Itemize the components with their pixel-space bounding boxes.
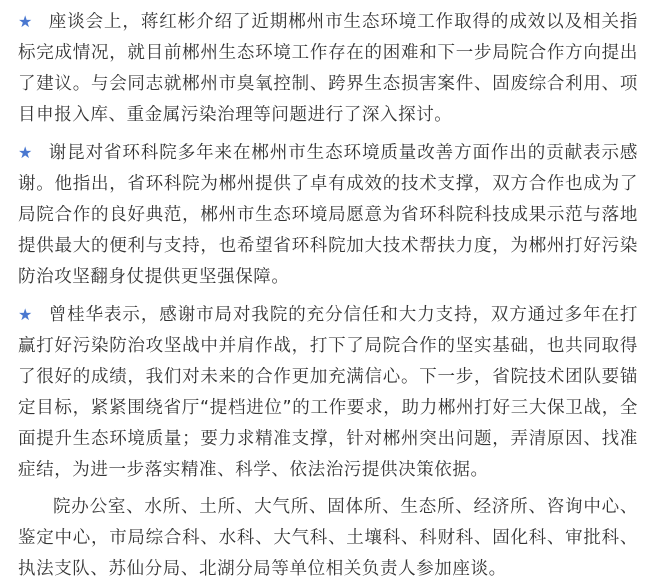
paragraph-text: 曾桂华表示，感谢市局对我院的充分信任和大力支持，双方通过多年在打赢打好污染防治攻坚战中并肩作战，打下了局院合作的坚实基础，也共同取得了很好的成绩，我们对未来的合作更加充满信心。下一步，省院技术团队要锚定目标，紧紧围绕省厅“提档进位”的工作要求，助力郴州打好三大保卫战，全面提升生态环境质量；要力求精准支撑，针对郴州突出问题，弄清原因、找准症结，为进一步落实精准、科学、依法治污提供决策依据。 (18, 305, 638, 480)
star-bullet-icon: ★ (18, 143, 33, 162)
star-bullet-icon: ★ (18, 305, 33, 324)
paragraph-1 (18, 6, 638, 131)
paragraph-2 (18, 137, 638, 293)
star-bullet-icon: ★ (18, 12, 33, 31)
paragraph-3 (18, 299, 638, 486)
paragraph-text: 座谈会上，蒋红彬介绍了近期郴州市生态环境工作取得的成效以及相关指标完成情况，就目前郴州生态环境工作存在的困难和下一步局院合作方向提出了建议。与会同志就郴州市臭氧控制、跨界生态损害案件、固废综合利用、项目申报入库、重金属污染治理等问题进行了深入探讨。 (18, 12, 638, 125)
closing-paragraph: 院办公室、水所、土所、大气所、固体所、生态所、经济所、咨询中心、鉴定中心，市局综合科、水科、大气科、土壤科、科财科、固化科、审批科、执法支队、苏仙分局、北湖分局等单位相关负责人参加座谈。 (18, 497, 638, 579)
paragraph-text: 谢昆对省环科院多年来在郴州市生态环境质量改善方面作出的贡献表示感谢。他指出，省环科院为郴州提供了卓有成效的技术支撑，双方合作也成为了局院合作的良好典范，郴州市生态环境局愿意为省环科院科技成果示范与落地提供最大的便利与支持，也希望省环科院加大技术帮扶力度，为郴州打好污染防治攻坚翻身仗提供更坚强保障。 (18, 143, 638, 287)
